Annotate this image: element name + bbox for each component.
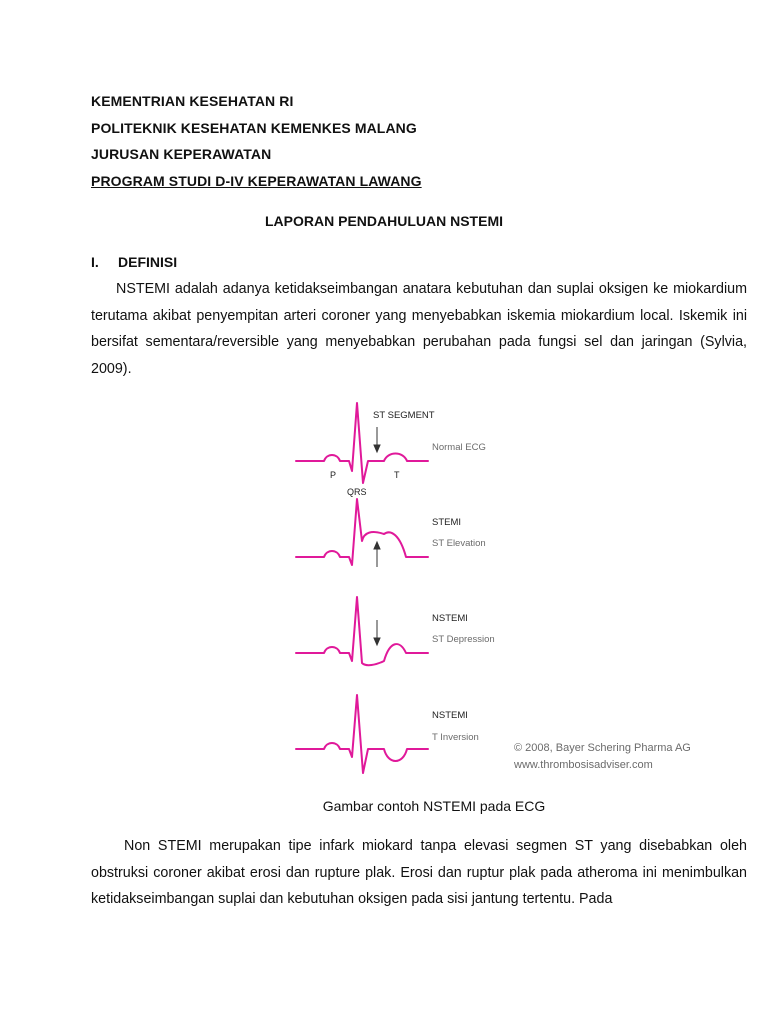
label-nstemi-depression: NSTEMI: [432, 613, 468, 624]
ecg-trace-st-elevation: [296, 499, 428, 565]
label-st-segment: ST SEGMENT: [373, 410, 435, 421]
label-nstemi-inversion: NSTEMI: [432, 710, 468, 721]
arrow-up-icon: [374, 542, 380, 567]
label-st-depression: ST Depression: [432, 634, 495, 645]
figure-website: www.thrombosisadviser.com: [514, 759, 653, 771]
ecg-trace-t-inversion: [296, 695, 428, 773]
document-title: LAPORAN PENDAHULUAN NSTEMI: [265, 213, 503, 229]
header-study-program: PROGRAM STUDI D-IV KEPERAWATAN LAWANG: [91, 173, 422, 189]
label-t-wave: T: [394, 470, 400, 480]
arrow-down-icon: [374, 620, 380, 645]
label-st-elevation: ST Elevation: [432, 538, 486, 549]
header-department: JURUSAN KEPERAWATAN: [91, 146, 272, 162]
ecg-diagram: [286, 395, 706, 785]
header-polytechnic: POLITEKNIK KESEHATAN KEMENKES MALANG: [91, 120, 417, 136]
definition-paragraph: NSTEMI adalah adanya ketidakseimbangan anatara kebutuhan dan suplai oksigen ke miokardium terutama akibat penyempitan arteri coroner yang menyebabkan iskemia miokardium local. Iskemik ini bersifat sementara/reversible yang menyebabkan perubahan pada fungsi sel dan jaringan (Sylvia, 2009).: [91, 281, 747, 377]
ecg-waveforms: [296, 403, 428, 773]
section-number: I.: [91, 254, 99, 270]
ecg-trace-st-depression: [296, 597, 428, 665]
ecg-figure: [286, 395, 706, 785]
label-qrs: QRS: [347, 487, 367, 497]
label-t-inversion: T Inversion: [432, 732, 479, 743]
figure-caption: Gambar contoh NSTEMI pada ECG: [322, 798, 546, 814]
label-stemi: STEMI: [432, 517, 462, 528]
section-heading: [91, 254, 177, 270]
arrow-down-icon: [374, 427, 380, 452]
header-ministry: KEMENTRIAN KESEHATAN RI: [91, 93, 294, 109]
nonstemi-paragraph: Non STEMI merupakan tipe infark miokard tanpa elevasi segmen ST yang disebabkan oleh obstruksi coroner akibat erosi dan rupture plak. Erosi dan ruptur plak pada atheroma ini menimbulkan ketidakseimbangan suplai dan kebutuhan oksigen pada sisi jantung tertentu. Pada: [91, 838, 747, 907]
label-p-wave: P: [330, 470, 337, 480]
ecg-arrows: [374, 427, 380, 645]
section-label: DEFINISI: [118, 254, 178, 270]
label-normal-ecg: Normal ECG: [432, 442, 486, 453]
figure-copyright: © 2008, Bayer Schering Pharma AG: [514, 742, 691, 754]
